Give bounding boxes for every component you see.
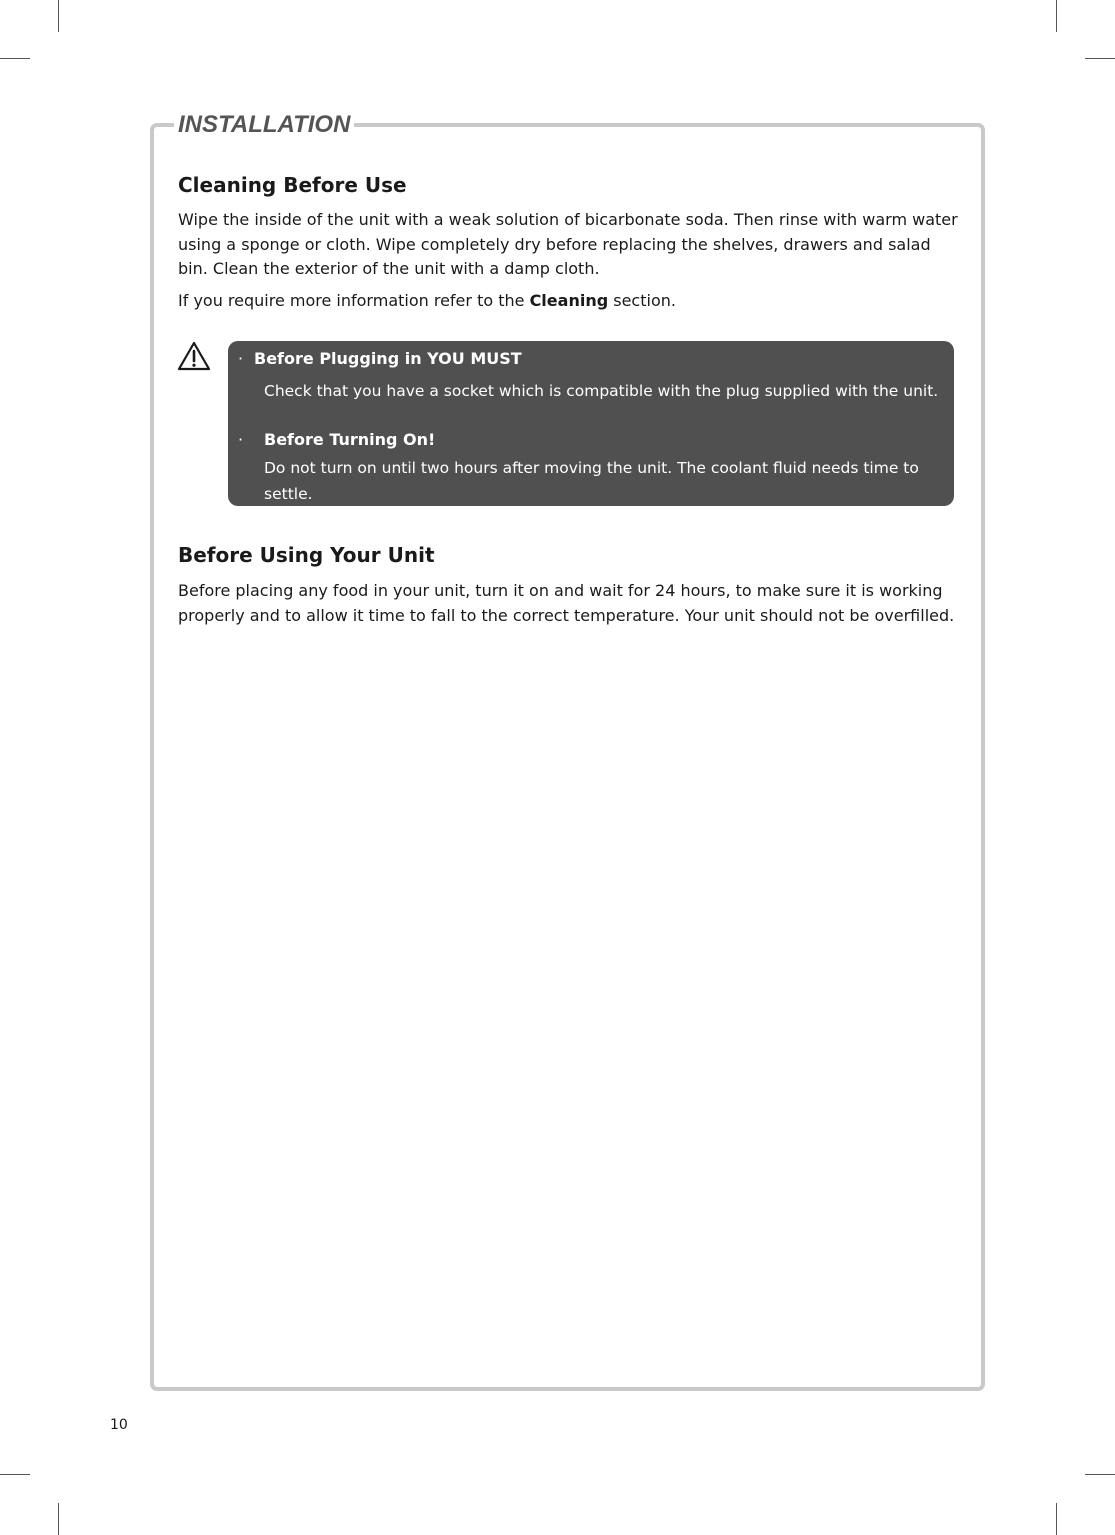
section-title: INSTALLATION bbox=[174, 110, 354, 140]
crop-mark-bottom-left-horizontal bbox=[0, 1474, 30, 1475]
bullet-icon: · bbox=[238, 430, 244, 449]
page-number: 10 bbox=[110, 1417, 128, 1433]
reference-text-before: If you require more information refer to the bbox=[178, 291, 530, 310]
crop-mark-bottom-right-horizontal bbox=[1085, 1474, 1115, 1475]
crop-mark-top-left-horizontal bbox=[0, 58, 30, 59]
cleaning-heading: Cleaning Before Use bbox=[178, 173, 407, 197]
crop-mark-bottom-left-vertical bbox=[58, 1503, 59, 1535]
crop-mark-top-left-vertical bbox=[58, 0, 59, 32]
reference-text-after: section. bbox=[608, 291, 676, 310]
crop-mark-bottom-right-vertical bbox=[1056, 1503, 1057, 1535]
warning-notice-box bbox=[228, 341, 954, 506]
crop-mark-top-right-horizontal bbox=[1085, 58, 1115, 59]
cleaning-paragraph: Wipe the inside of the unit with a weak solution of bicarbonate soda. Then rinse with warm water using a sponge or cloth. Wipe completely dry before replacing the shelves, drawers and salad bin. Clean the exterior of the unit with a damp cloth. bbox=[178, 210, 958, 278]
reference-link-cleaning: Cleaning bbox=[529, 291, 609, 310]
warning-item-text: Do not turn on until two hours after moving the unit. The coolant fluid needs time to settle. bbox=[264, 459, 919, 503]
bullet-icon: · bbox=[238, 349, 244, 368]
crop-mark-top-right-vertical bbox=[1056, 0, 1057, 32]
cleaning-reference bbox=[178, 289, 958, 314]
warning-triangle-icon bbox=[176, 340, 212, 372]
warning-item-text: Check that you have a socket which is compatible with the plug supplied with the unit. bbox=[264, 382, 939, 400]
before-using-paragraph: Before placing any food in your unit, turn it on and wait for 24 hours, to make sure it is working properly and to allow it time to fall to the correct temperature. Your unit should not be overfilled. bbox=[178, 581, 955, 625]
warning-item-title: Before Plugging in YOU MUST bbox=[254, 349, 522, 368]
before-using-heading: Before Using Your Unit bbox=[178, 543, 435, 567]
warning-item-title: Before Turning On! bbox=[264, 430, 436, 449]
